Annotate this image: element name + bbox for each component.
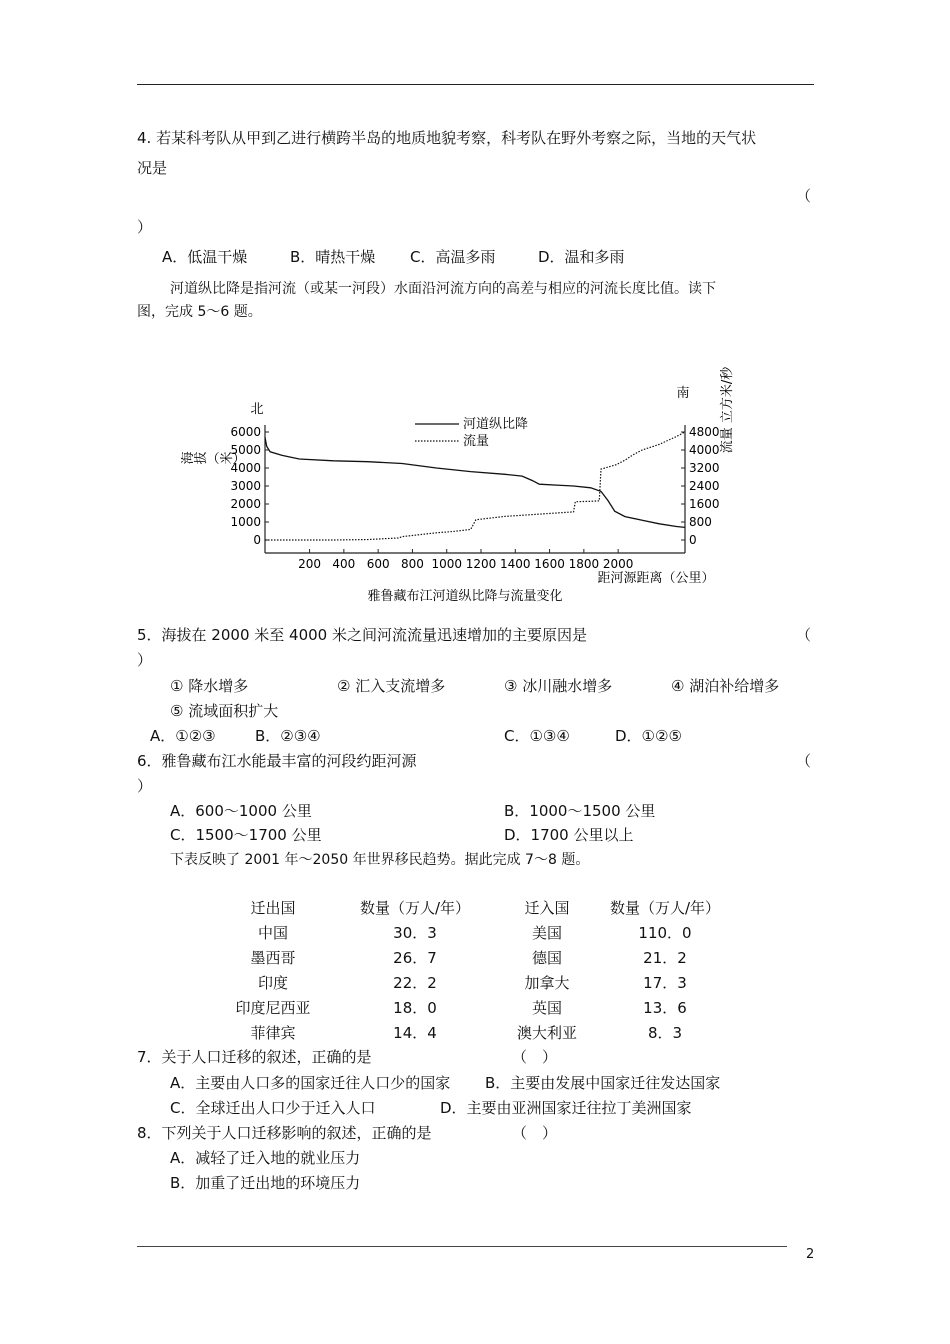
q6-stem: 6．雅鲁藏布江水能最丰富的河段约距河源 bbox=[137, 752, 417, 770]
q7-paren: （ ） bbox=[512, 1048, 558, 1066]
right-tick-label: 2400 bbox=[689, 479, 720, 493]
table-cell: 墨西哥 bbox=[250, 949, 296, 967]
q5-option-d: D．①②⑤ bbox=[615, 727, 682, 745]
left-tick-label: 1000 bbox=[230, 515, 261, 529]
x-tick-label: 1600 bbox=[534, 557, 565, 571]
right-tick-label: 1600 bbox=[689, 497, 720, 511]
q5-option-b: B．②③④ bbox=[255, 727, 321, 745]
table-cell: 17．3 bbox=[643, 974, 687, 992]
gradient-series-line bbox=[265, 437, 685, 527]
q7-option-d: D．主要由亚洲国家迁往拉丁美洲国家 bbox=[440, 1099, 692, 1117]
q7-option-b: B．主要由发展中国家迁往发达国家 bbox=[485, 1074, 721, 1092]
x-tick-label: 1000 bbox=[431, 557, 462, 571]
table-cell: 菲律宾 bbox=[250, 1024, 296, 1042]
q6-paren-close: ） bbox=[137, 777, 153, 795]
q4-line1: 4. 若某科考队从甲到乙进行横跨半岛的地质地貌考察，科考队在野外考察之际，当地的天气状 bbox=[137, 129, 757, 147]
left-tick-label: 0 bbox=[253, 533, 261, 547]
river-gradient-chart bbox=[180, 340, 765, 610]
q6-paren-open: （ bbox=[796, 752, 812, 770]
chart-title: 雅鲁藏布江河道纵比降与流量变化 bbox=[367, 589, 563, 604]
table-cell: 中国 bbox=[257, 924, 288, 942]
table-cell: 加拿大 bbox=[524, 974, 570, 992]
q8-option-a: A．减轻了迁入地的就业压力 bbox=[170, 1149, 361, 1167]
q7-stem: 7．关于人口迁移的叙述，正确的是 bbox=[137, 1048, 372, 1066]
legend-gradient-label: 河道纵比降 bbox=[463, 417, 529, 432]
left-tick-label: 5000 bbox=[230, 443, 261, 457]
q7-option-c: C．全球迁出人口少于迁入人口 bbox=[170, 1099, 376, 1117]
q5-paren-open: （ bbox=[796, 626, 812, 644]
intro56-line2: 图，完成 5～6 题。 bbox=[137, 304, 262, 320]
header-rule bbox=[137, 84, 814, 85]
q7-option-a: A．主要由人口多的国家迁往人口少的国家 bbox=[170, 1074, 451, 1092]
right-axis-title: 流量 立方米/秒 bbox=[720, 366, 735, 454]
legend-flow-label: 流量 bbox=[463, 434, 490, 449]
table-cell: 22．2 bbox=[393, 974, 437, 992]
table-header-cell: 数量（万人/年） bbox=[609, 899, 721, 917]
x-tick-label: 200 bbox=[298, 557, 322, 571]
migration-table bbox=[215, 898, 745, 1048]
q6-option-d: D．1700 公里以上 bbox=[504, 826, 634, 844]
q6-option-b: B．1000～1500 公里 bbox=[504, 802, 656, 820]
left-tick-label: 6000 bbox=[230, 425, 261, 439]
q8-stem: 8．下列关于人口迁移影响的叙述，正确的是 bbox=[137, 1124, 432, 1142]
table-cell: 印度尼西亚 bbox=[235, 999, 311, 1017]
footer-rule bbox=[137, 1246, 787, 1247]
table-header-cell: 迁入国 bbox=[524, 899, 570, 917]
north-label: 北 bbox=[250, 402, 264, 417]
table-cell: 印度 bbox=[257, 974, 288, 992]
x-tick-label: 600 bbox=[366, 557, 390, 571]
x-axis-title: 距河源距离（公里） bbox=[597, 571, 715, 586]
x-tick-label: 800 bbox=[400, 557, 424, 571]
table-cell: 英国 bbox=[531, 999, 562, 1017]
q6-option-c: C．1500～1700 公里 bbox=[170, 826, 322, 844]
table-cell: 30．3 bbox=[393, 924, 437, 942]
q5-item-1: ① 降水增多 bbox=[170, 677, 249, 695]
q4-option-b: B．晴热干燥 bbox=[290, 248, 376, 266]
table-header-cell: 迁出国 bbox=[250, 899, 296, 917]
x-tick-label: 400 bbox=[332, 557, 356, 571]
x-tick-label: 2000 bbox=[602, 557, 634, 571]
table-cell: 美国 bbox=[531, 924, 562, 942]
left-axis-title: 海拔（米） bbox=[180, 452, 246, 468]
intro78: 下表反映了 2001 年～2050 年世界移民趋势。据此完成 7～8 题。 bbox=[170, 852, 590, 868]
q4-line2: 况是 bbox=[137, 159, 168, 177]
q6-option-a: A．600～1000 公里 bbox=[170, 802, 312, 820]
table-cell: 21．2 bbox=[643, 949, 687, 967]
right-tick-label: 4800 bbox=[689, 425, 720, 439]
table-cell: 澳大利亚 bbox=[516, 1024, 577, 1042]
table-cell: 26．7 bbox=[393, 949, 437, 967]
intro56-line1: 河道纵比降是指河流（或某一河段）水面沿河流方向的高差与相应的河流长度比值。读下 bbox=[170, 281, 716, 297]
q5-item-3: ③ 冰川融水增多 bbox=[504, 677, 613, 695]
south-label: 南 bbox=[676, 386, 690, 401]
q5-option-c: C．①③④ bbox=[504, 727, 570, 745]
left-tick-label: 3000 bbox=[230, 479, 261, 493]
x-tick-label: 1400 bbox=[500, 557, 531, 571]
q5-item-2: ② 汇入支流增多 bbox=[337, 677, 446, 695]
right-tick-label: 0 bbox=[689, 533, 697, 547]
q5-stem: 5．海拔在 2000 米至 4000 米之间河流流量迅速增加的主要原因是 bbox=[137, 626, 587, 644]
table-cell: 18．0 bbox=[393, 999, 437, 1017]
q5-item-4: ④ 湖泊补给增多 bbox=[671, 677, 780, 695]
q4-option-c: C．高温多雨 bbox=[410, 248, 496, 266]
table-cell: 8．3 bbox=[647, 1024, 683, 1042]
x-tick-label: 1200 bbox=[465, 557, 497, 571]
right-tick-label: 800 bbox=[689, 515, 712, 529]
q4-option-d: D．温和多雨 bbox=[538, 248, 625, 266]
q5-option-a: A．①②③ bbox=[150, 727, 216, 745]
table-cell: 110．0 bbox=[638, 924, 692, 942]
right-tick-label: 4000 bbox=[689, 443, 720, 457]
q8-option-b: B．加重了迁出地的环境压力 bbox=[170, 1174, 361, 1192]
x-tick-label: 1800 bbox=[568, 557, 600, 571]
q4-paren-open: （ bbox=[796, 187, 812, 205]
table-cell: 德国 bbox=[531, 949, 562, 967]
table-header-cell: 数量（万人/年） bbox=[359, 899, 471, 917]
left-tick-label: 4000 bbox=[230, 461, 261, 475]
q5-item-5: ⑤ 流域面积扩大 bbox=[170, 702, 279, 720]
q5-paren-close: ） bbox=[137, 651, 153, 669]
q4-option-a: A．低温干燥 bbox=[162, 248, 248, 266]
page-number: 2 bbox=[806, 1247, 815, 1262]
table-cell: 14．4 bbox=[393, 1024, 437, 1042]
table-cell: 13．6 bbox=[643, 999, 687, 1017]
q8-paren: （ ） bbox=[512, 1124, 558, 1142]
q4-paren-close: ） bbox=[137, 218, 153, 236]
left-tick-label: 2000 bbox=[230, 497, 261, 511]
right-tick-label: 3200 bbox=[689, 461, 720, 475]
